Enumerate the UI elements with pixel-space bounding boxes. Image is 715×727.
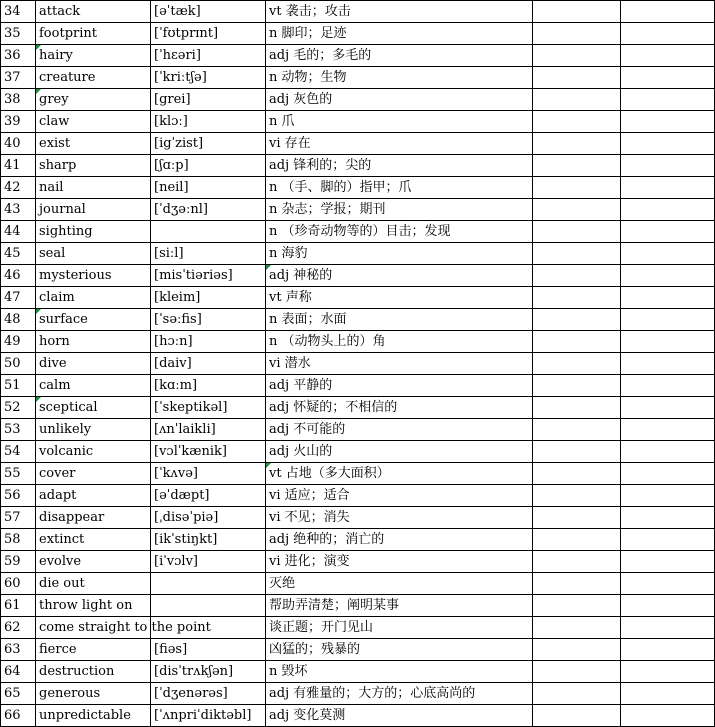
empty-cell[interactable] xyxy=(533,111,621,133)
phonetic-cell[interactable]: [ˈʌnpriˈdiktəbl] xyxy=(151,705,266,727)
empty-cell[interactable] xyxy=(621,507,715,529)
table-row xyxy=(1,463,715,485)
row-number-cell[interactable]: 60 xyxy=(1,573,36,595)
table-row xyxy=(1,133,715,155)
meaning-cell[interactable]: adj 绝种的；消亡的 xyxy=(266,529,533,551)
meaning-cell[interactable]: adj 火山的 xyxy=(266,441,533,463)
table-row xyxy=(1,507,715,529)
empty-cell[interactable] xyxy=(533,705,621,727)
table-row xyxy=(1,45,715,67)
table-row xyxy=(1,177,715,199)
row-number-cell[interactable]: 64 xyxy=(1,661,36,683)
meaning-cell[interactable]: adj 平静的 xyxy=(266,375,533,397)
empty-cell[interactable] xyxy=(533,573,621,595)
empty-cell[interactable] xyxy=(533,309,621,331)
word-cell[interactable]: sharp xyxy=(36,155,151,177)
empty-cell[interactable] xyxy=(533,265,621,287)
meaning-cell[interactable]: n 爪 xyxy=(266,111,533,133)
row-number-cell[interactable]: 54 xyxy=(1,441,36,463)
meaning-cell[interactable]: adj 锋利的；尖的 xyxy=(266,155,533,177)
empty-cell[interactable] xyxy=(621,1,715,23)
meaning-cell[interactable]: n 脚印；足迹 xyxy=(266,23,533,45)
row-number-cell[interactable]: 35 xyxy=(1,23,36,45)
empty-cell[interactable] xyxy=(621,463,715,485)
empty-cell[interactable] xyxy=(621,595,715,617)
empty-cell[interactable] xyxy=(621,287,715,309)
word-cell[interactable]: journal xyxy=(36,199,151,221)
empty-cell[interactable] xyxy=(621,89,715,111)
meaning-cell[interactable]: adj 有雅量的；大方的；心底高尚的 xyxy=(266,683,533,705)
meaning-cell[interactable]: 帮助弄清楚；阐明某事 xyxy=(266,595,533,617)
table-row xyxy=(1,529,715,551)
row-number-cell[interactable]: 55 xyxy=(1,463,36,485)
word-cell[interactable]: surface xyxy=(36,309,151,331)
phonetic-cell[interactable]: [ˈdʒəːnl] xyxy=(151,199,266,221)
row-number-cell[interactable]: 34 xyxy=(1,1,36,23)
meaning-cell[interactable]: vi 潜水 xyxy=(266,353,533,375)
word-cell[interactable]: destruction xyxy=(36,661,151,683)
empty-cell[interactable] xyxy=(533,375,621,397)
empty-cell[interactable] xyxy=(533,463,621,485)
empty-cell[interactable] xyxy=(533,287,621,309)
word-cell[interactable]: sceptical xyxy=(36,397,151,419)
row-number-cell[interactable]: 39 xyxy=(1,111,36,133)
word-cell[interactable]: footprint xyxy=(36,23,151,45)
phonetic-cell[interactable]: [hɔːn] xyxy=(151,331,266,353)
meaning-cell[interactable]: 灭绝 xyxy=(266,573,533,595)
row-number-cell[interactable]: 49 xyxy=(1,331,36,353)
meaning-cell[interactable]: n 海豹 xyxy=(266,243,533,265)
row-number-cell[interactable]: 36 xyxy=(1,45,36,67)
phonetic-cell[interactable]: [əˈdæpt] xyxy=(151,485,266,507)
phonetic-cell[interactable] xyxy=(151,221,266,243)
meaning-cell[interactable]: 谈正题；开门见山 xyxy=(266,617,533,639)
word-cell[interactable]: dive xyxy=(36,353,151,375)
phonetic-cell[interactable]: [ʌnˈlaikli] xyxy=(151,419,266,441)
meaning-cell[interactable]: vi 不见；消失 xyxy=(266,507,533,529)
empty-cell[interactable] xyxy=(533,331,621,353)
empty-cell[interactable] xyxy=(533,595,621,617)
word-cell[interactable]: cover xyxy=(36,463,151,485)
meaning-cell[interactable]: vi 进化；演变 xyxy=(266,551,533,573)
empty-cell[interactable] xyxy=(621,529,715,551)
empty-cell[interactable] xyxy=(533,1,621,23)
empty-cell[interactable] xyxy=(621,353,715,375)
meaning-cell[interactable]: n 毁坏 xyxy=(266,661,533,683)
row-number-cell[interactable]: 46 xyxy=(1,265,36,287)
word-cell[interactable]: adapt xyxy=(36,485,151,507)
meaning-cell[interactable]: adj 神秘的 xyxy=(266,265,533,287)
empty-cell[interactable] xyxy=(533,419,621,441)
word-cell[interactable]: throw light on xyxy=(36,595,151,617)
empty-cell[interactable] xyxy=(533,397,621,419)
row-number-cell[interactable]: 44 xyxy=(1,221,36,243)
row-number-cell[interactable]: 50 xyxy=(1,353,36,375)
empty-cell[interactable] xyxy=(533,617,621,639)
empty-cell[interactable] xyxy=(533,243,621,265)
word-cell[interactable]: sighting xyxy=(36,221,151,243)
table-row xyxy=(1,221,715,243)
word-cell[interactable]: attack xyxy=(36,1,151,23)
meaning-cell[interactable]: n 表面；水面 xyxy=(266,309,533,331)
table-row xyxy=(1,397,715,419)
phonetic-cell[interactable]: [ikˈstiŋkt] xyxy=(151,529,266,551)
empty-cell[interactable] xyxy=(621,639,715,661)
phonetic-cell[interactable]: [ʃɑːp] xyxy=(151,155,266,177)
meaning-cell[interactable]: vt 声称 xyxy=(266,287,533,309)
empty-cell[interactable] xyxy=(621,661,715,683)
table-row xyxy=(1,309,715,331)
meaning-cell[interactable]: n 杂志；学报；期刊 xyxy=(266,199,533,221)
row-number-cell[interactable]: 40 xyxy=(1,133,36,155)
meaning-cell[interactable]: 凶猛的；残暴的 xyxy=(266,639,533,661)
table-row xyxy=(1,23,715,45)
empty-cell[interactable] xyxy=(621,375,715,397)
empty-cell[interactable] xyxy=(621,573,715,595)
phonetic-cell[interactable]: [fiəs] xyxy=(151,639,266,661)
empty-cell[interactable] xyxy=(621,551,715,573)
table-row xyxy=(1,331,715,353)
table-row xyxy=(1,617,715,639)
phonetic-cell[interactable]: [daiv] xyxy=(151,353,266,375)
empty-cell[interactable] xyxy=(533,23,621,45)
empty-cell[interactable] xyxy=(621,221,715,243)
empty-cell[interactable] xyxy=(533,89,621,111)
word-cell[interactable]: claw xyxy=(36,111,151,133)
word-cell[interactable]: calm xyxy=(36,375,151,397)
empty-cell[interactable] xyxy=(621,485,715,507)
word-cell[interactable]: fierce xyxy=(36,639,151,661)
meaning-cell[interactable]: vi 存在 xyxy=(266,133,533,155)
phonetic-cell[interactable]: [disˈtrʌkʃən] xyxy=(151,661,266,683)
row-number-cell[interactable]: 37 xyxy=(1,67,36,89)
row-number-cell[interactable]: 61 xyxy=(1,595,36,617)
empty-cell[interactable] xyxy=(621,331,715,353)
table-row xyxy=(1,683,715,705)
word-cell[interactable]: evolve xyxy=(36,551,151,573)
empty-cell[interactable] xyxy=(621,23,715,45)
row-number-cell[interactable]: 45 xyxy=(1,243,36,265)
table-row xyxy=(1,661,715,683)
phonetic-cell[interactable]: [igˈzist] xyxy=(151,133,266,155)
empty-cell[interactable] xyxy=(533,353,621,375)
empty-cell[interactable] xyxy=(533,199,621,221)
empty-cell[interactable] xyxy=(533,67,621,89)
row-number-cell[interactable]: 43 xyxy=(1,199,36,221)
word-cell[interactable]: nail xyxy=(36,177,151,199)
table-row xyxy=(1,353,715,375)
meaning-cell[interactable]: adj 毛的；多毛的 xyxy=(266,45,533,67)
phonetic-cell[interactable] xyxy=(151,595,266,617)
meaning-cell[interactable]: vt 占地（多大面积） xyxy=(266,463,533,485)
phonetic-cell[interactable]: [ˈhɛəri] xyxy=(151,45,266,67)
phonetic-cell[interactable]: [kɑːm] xyxy=(151,375,266,397)
row-number-cell[interactable]: 57 xyxy=(1,507,36,529)
meaning-cell[interactable]: adj 灰色的 xyxy=(266,89,533,111)
row-number-cell[interactable]: 53 xyxy=(1,419,36,441)
empty-cell[interactable] xyxy=(621,617,715,639)
phonetic-cell[interactable]: [ˈdʒenərəs] xyxy=(151,683,266,705)
empty-cell[interactable] xyxy=(621,705,715,727)
phonetic-cell[interactable]: [kleim] xyxy=(151,287,266,309)
table-row xyxy=(1,485,715,507)
word-cell[interactable]: mysterious xyxy=(36,265,151,287)
meaning-cell[interactable]: vt 袭击；攻击 xyxy=(266,1,533,23)
empty-cell[interactable] xyxy=(533,507,621,529)
row-number-cell[interactable]: 59 xyxy=(1,551,36,573)
table-row xyxy=(1,551,715,573)
table-row xyxy=(1,375,715,397)
table-row xyxy=(1,155,715,177)
phonetic-cell[interactable]: [grei] xyxy=(151,89,266,111)
table-row xyxy=(1,573,715,595)
table-row xyxy=(1,199,715,221)
row-number-cell[interactable]: 58 xyxy=(1,529,36,551)
word-cell[interactable]: unlikely xyxy=(36,419,151,441)
empty-cell[interactable] xyxy=(621,441,715,463)
phonetic-cell[interactable]: [iˈvɔlv] xyxy=(151,551,266,573)
meaning-cell[interactable]: n （动物头上的）角 xyxy=(266,331,533,353)
row-number-cell[interactable]: 42 xyxy=(1,177,36,199)
word-cell[interactable]: disappear xyxy=(36,507,151,529)
row-number-cell[interactable]: 47 xyxy=(1,287,36,309)
word-cell[interactable]: volcanic xyxy=(36,441,151,463)
meaning-cell[interactable]: vi 适应；适合 xyxy=(266,485,533,507)
phonetic-cell[interactable]: [əˈtæk] xyxy=(151,1,266,23)
empty-cell[interactable] xyxy=(533,529,621,551)
table-row xyxy=(1,111,715,133)
row-number-cell[interactable]: 65 xyxy=(1,683,36,705)
empty-cell[interactable] xyxy=(533,45,621,67)
word-cell[interactable]: exist xyxy=(36,133,151,155)
empty-cell[interactable] xyxy=(621,419,715,441)
meaning-cell[interactable]: n （珍奇动物等的）目击；发现 xyxy=(266,221,533,243)
row-number-cell[interactable]: 41 xyxy=(1,155,36,177)
table-row xyxy=(1,595,715,617)
row-number-cell[interactable]: 63 xyxy=(1,639,36,661)
empty-cell[interactable] xyxy=(621,683,715,705)
empty-cell[interactable] xyxy=(533,551,621,573)
empty-cell[interactable] xyxy=(533,683,621,705)
word-cell[interactable]: generous xyxy=(36,683,151,705)
empty-cell[interactable] xyxy=(621,133,715,155)
empty-cell[interactable] xyxy=(533,221,621,243)
table-row xyxy=(1,639,715,661)
vocabulary-rows xyxy=(1,1,715,727)
word-cell[interactable]: die out xyxy=(36,573,151,595)
phonetic-cell[interactable]: [neil] xyxy=(151,177,266,199)
row-number-cell[interactable]: 56 xyxy=(1,485,36,507)
table-row xyxy=(1,67,715,89)
empty-cell[interactable] xyxy=(533,639,621,661)
word-cell[interactable]: creature xyxy=(36,67,151,89)
empty-cell[interactable] xyxy=(533,177,621,199)
meaning-cell[interactable]: adj 变化莫测 xyxy=(266,705,533,727)
phonetic-cell[interactable]: [misˈtiəriəs] xyxy=(151,265,266,287)
table-row xyxy=(1,265,715,287)
phonetic-cell[interactable] xyxy=(151,573,266,595)
table-row xyxy=(1,419,715,441)
empty-cell[interactable] xyxy=(621,397,715,419)
row-number-cell[interactable]: 62 xyxy=(1,617,36,639)
row-number-cell[interactable]: 48 xyxy=(1,309,36,331)
meaning-cell[interactable]: n 动物；生物 xyxy=(266,67,533,89)
table-row xyxy=(1,1,715,23)
word-cell[interactable]: unpredictable xyxy=(36,705,151,727)
meaning-cell[interactable]: adj 怀疑的；不相信的 xyxy=(266,397,533,419)
phonetic-cell[interactable]: [ˈfʊtprɪnt] xyxy=(151,23,266,45)
table-row xyxy=(1,243,715,265)
empty-cell[interactable] xyxy=(533,485,621,507)
phonetic-cell[interactable]: [ˈkriːtʃə] xyxy=(151,67,266,89)
word-cell[interactable]: grey xyxy=(36,89,151,111)
phonetic-cell[interactable]: [vɔlˈkænik] xyxy=(151,441,266,463)
phonetic-cell[interactable]: [ˈkʌvə] xyxy=(151,463,266,485)
table-row xyxy=(1,89,715,111)
word-cell[interactable]: hairy xyxy=(36,45,151,67)
word-cell[interactable]: claim xyxy=(36,287,151,309)
phonetic-cell[interactable]: [ˈskeptikəl] xyxy=(151,397,266,419)
empty-cell[interactable] xyxy=(533,133,621,155)
table-row xyxy=(1,287,715,309)
empty-cell[interactable] xyxy=(533,441,621,463)
row-number-cell[interactable]: 66 xyxy=(1,705,36,727)
word-cell[interactable]: seal xyxy=(36,243,151,265)
phonetic-cell[interactable]: [klɔː] xyxy=(151,111,266,133)
word-cell[interactable]: horn xyxy=(36,331,151,353)
empty-cell[interactable] xyxy=(621,45,715,67)
row-number-cell[interactable]: 38 xyxy=(1,89,36,111)
phonetic-cell[interactable]: [ˌdisəˈpiə] xyxy=(151,507,266,529)
phonetic-cell[interactable]: [ˈsəːfis] xyxy=(151,309,266,331)
empty-cell[interactable] xyxy=(621,243,715,265)
empty-cell[interactable] xyxy=(621,155,715,177)
meaning-cell[interactable]: n （手、脚的）指甲；爪 xyxy=(266,177,533,199)
row-number-cell[interactable]: 51 xyxy=(1,375,36,397)
phonetic-cell[interactable]: [siːl] xyxy=(151,243,266,265)
empty-cell[interactable] xyxy=(533,661,621,683)
row-number-cell[interactable]: 52 xyxy=(1,397,36,419)
table-row xyxy=(1,705,715,727)
word-cell[interactable]: come straight to the point xyxy=(36,617,151,639)
empty-cell[interactable] xyxy=(621,309,715,331)
empty-cell[interactable] xyxy=(621,67,715,89)
empty-cell[interactable] xyxy=(621,111,715,133)
meaning-cell[interactable]: adj 不可能的 xyxy=(266,419,533,441)
table-row xyxy=(1,441,715,463)
empty-cell[interactable] xyxy=(533,155,621,177)
empty-cell[interactable] xyxy=(621,265,715,287)
word-cell[interactable]: extinct xyxy=(36,529,151,551)
empty-cell[interactable] xyxy=(621,177,715,199)
empty-cell[interactable] xyxy=(621,199,715,221)
